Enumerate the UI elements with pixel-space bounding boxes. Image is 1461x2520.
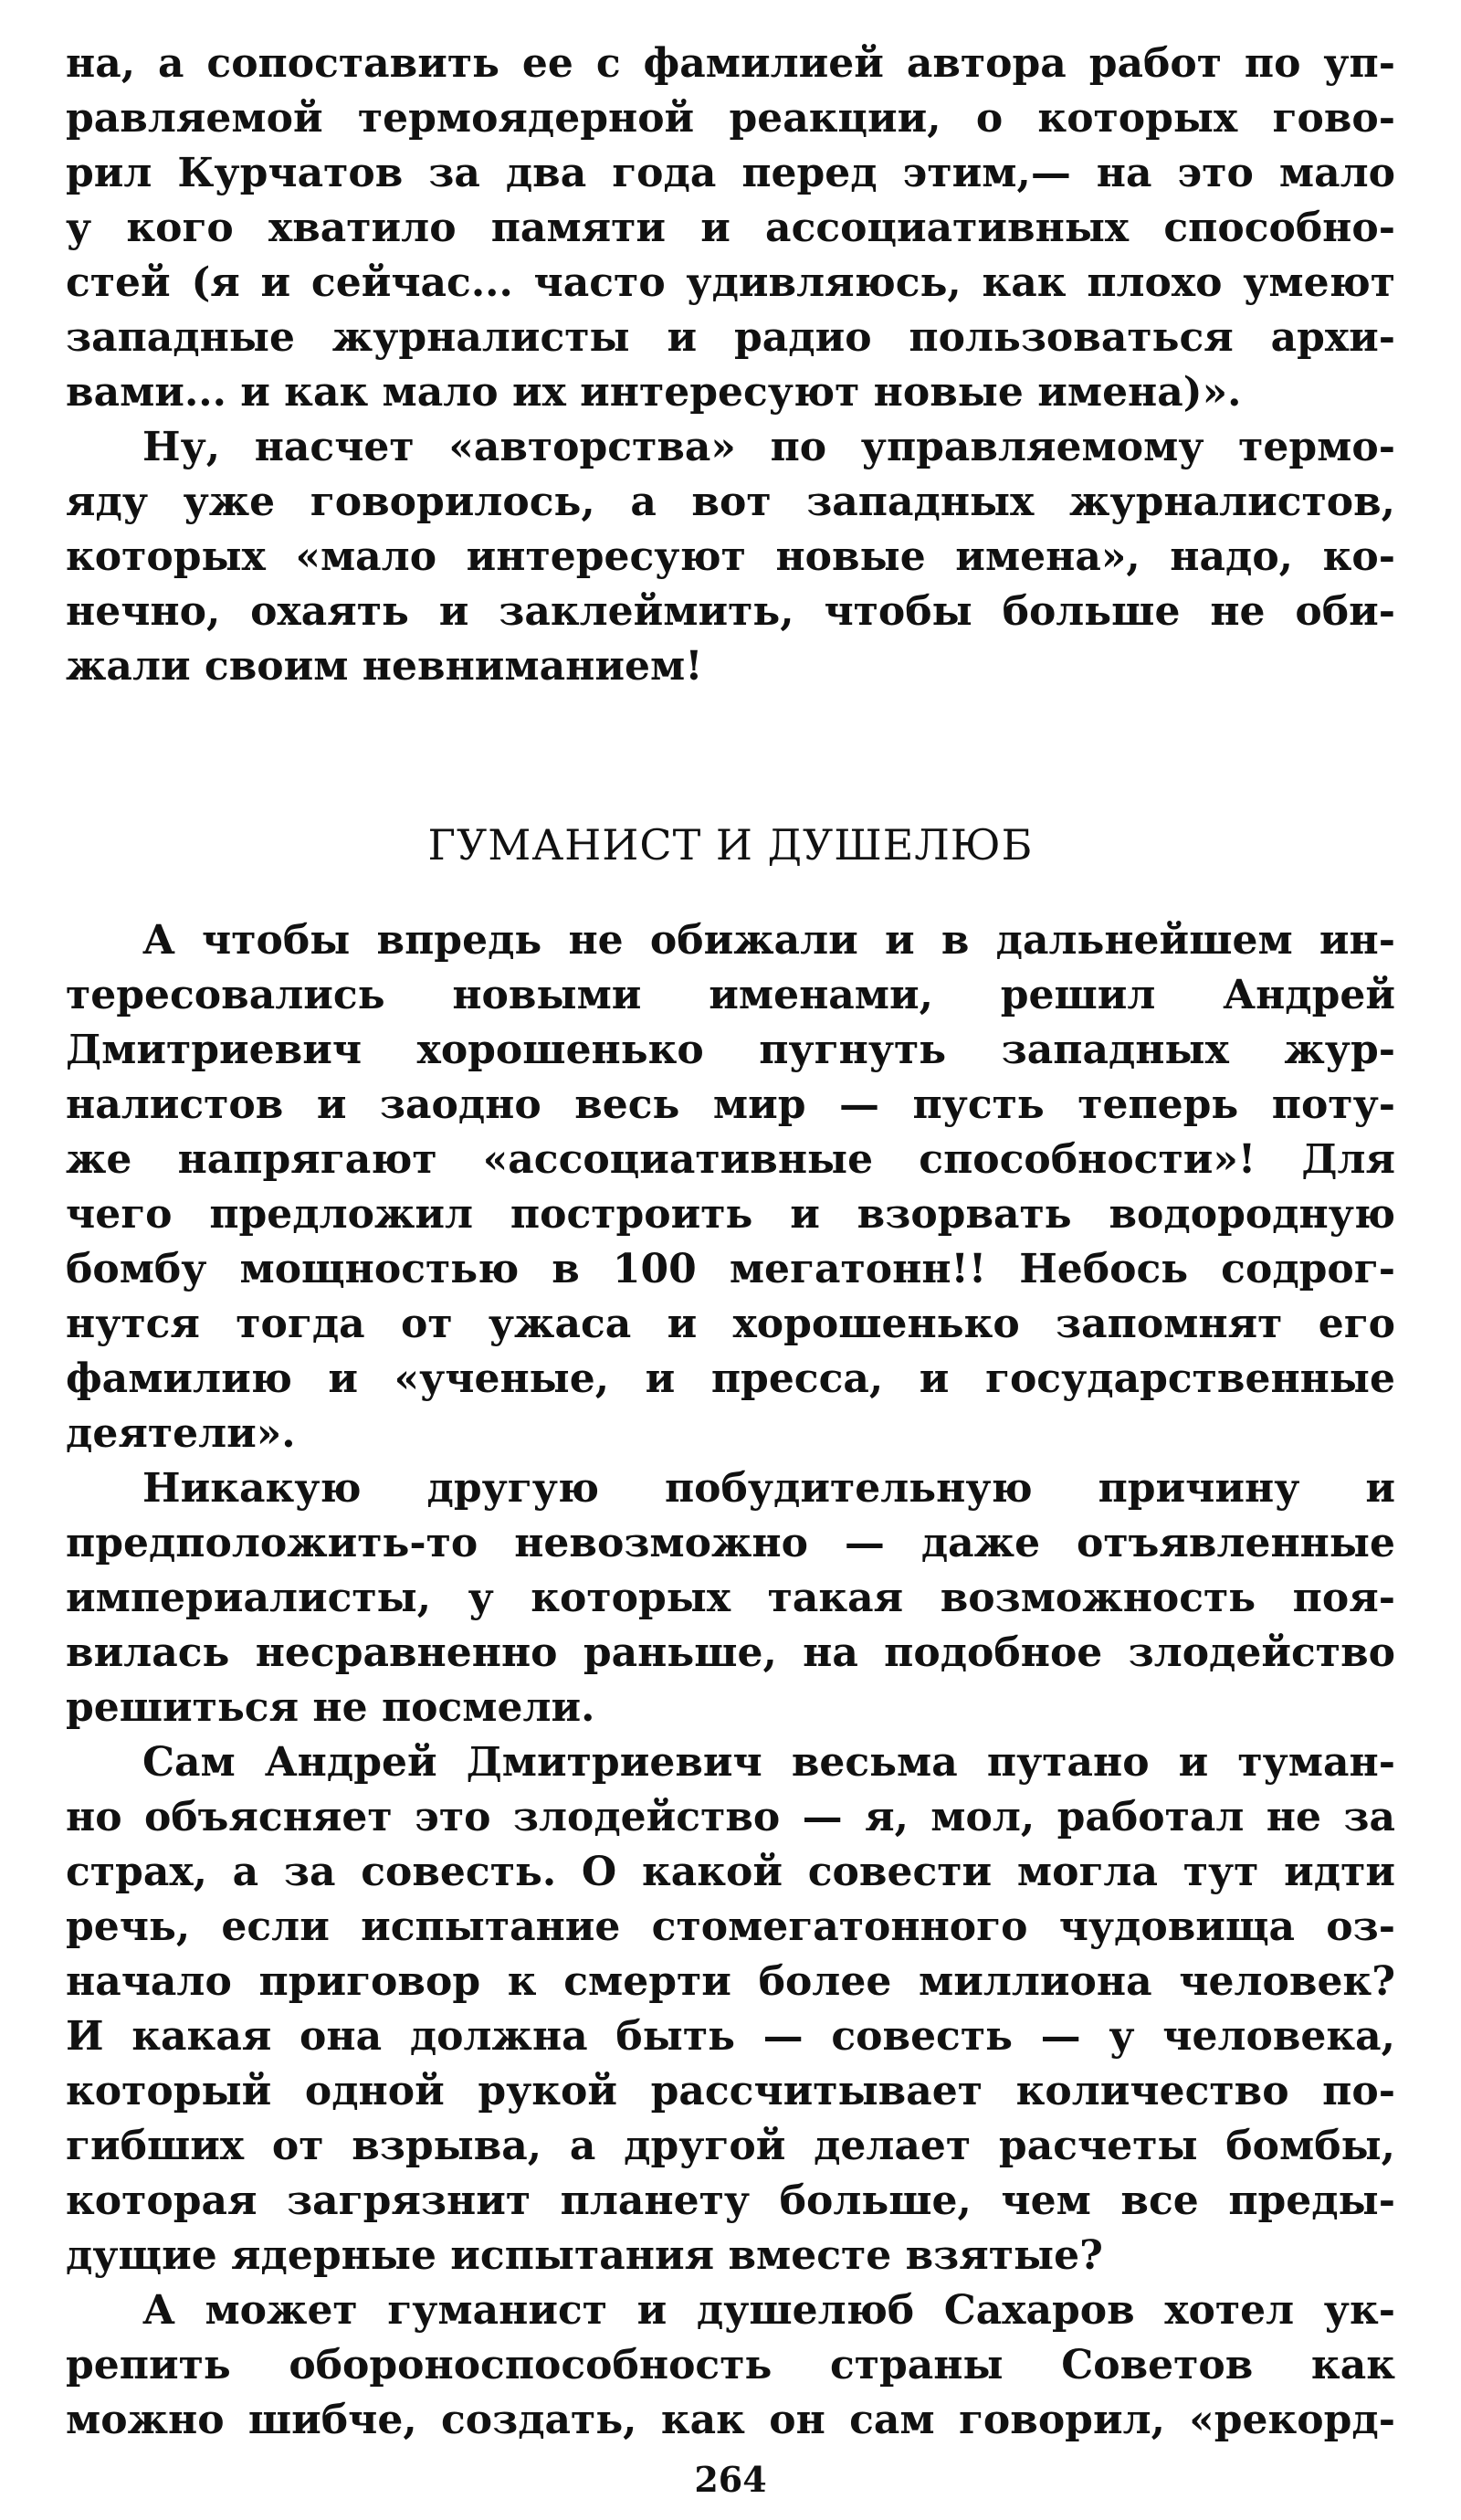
- text-line: решиться не посмели.: [66, 1684, 595, 1731]
- text-line: же напрягают «ассоциативные способности»! Для: [66, 1136, 1395, 1183]
- text-line: бомбу мощностью в 100 мегатонн!! Небось содрог-: [66, 1246, 1395, 1292]
- text-line: можно шибче, создать, как он сам говорил, «рекорд-: [66, 2397, 1395, 2443]
- text-line: налистов и заодно весь мир — пусть теперь поту-: [66, 1081, 1395, 1128]
- text-line: которых «мало интересуют новые имена», надо, ко-: [66, 533, 1395, 580]
- text-line: яду уже говорилось, а вот западных журналистов,: [66, 479, 1395, 525]
- text-line: на, а сопоставить ее с фамилией автора работ по уп-: [66, 40, 1395, 87]
- text-line: тересовались новыми именами, решил Андрей: [66, 972, 1395, 1018]
- text-line: равляемой термоядерной реакции, о которых гово-: [66, 95, 1395, 142]
- text-line: предположить-то невозможно — даже отъявленные: [66, 1520, 1395, 1566]
- text-line: чего предложил построить и взорвать водородную: [66, 1191, 1395, 1238]
- text-line: И какая она должна быть — совесть — у человека,: [66, 2013, 1395, 2060]
- text-line: который одной рукой рассчитывает количество по-: [66, 2068, 1395, 2114]
- text-line: фамилию и «ученые, и пресса, и государственные: [66, 1355, 1395, 1402]
- text-line: дущие ядерные испытания вместе взятые?: [66, 2232, 1103, 2279]
- text-line: западные журналисты и радио пользоваться архи-: [66, 314, 1395, 361]
- text-line: нечно, охаять и заклеймить, чтобы больше не оби-: [66, 588, 1395, 635]
- text-line: но объясняет это злодейство — я, мол, работал не за: [66, 1794, 1395, 1840]
- text-line: А чтобы впредь не обижали и в дальнейшем ин-: [142, 917, 1395, 964]
- text-line: нутся тогда от ужаса и хорошенько запомнят его: [66, 1301, 1395, 1347]
- text-line: начало приговор к смерти более миллиона человек?: [66, 1958, 1395, 2005]
- page-number: 264: [694, 2459, 767, 2500]
- text-line: Ну, насчет «авторства» по управляемому термо-: [142, 424, 1395, 470]
- text-line: стей (я и сейчас... часто удивляюсь, как плохо умеют: [66, 259, 1395, 306]
- text-line: вилась несравненно раньше, на подобное злодейство: [66, 1629, 1395, 1676]
- text-line: у кого хватило памяти и ассоциативных способно-: [66, 205, 1395, 251]
- book-page: [66, 37, 1395, 2503]
- text-line: рил Курчатов за два года перед этим,— на это мало: [66, 150, 1395, 196]
- text-line: жали своим невниманием!: [66, 643, 703, 690]
- text-line: репить обороноспособность страны Советов как: [66, 2342, 1395, 2388]
- text-line: деятели».: [66, 1410, 296, 1457]
- section-heading: ГУМАНИСТ И ДУШЕЛЮБ: [427, 820, 1034, 870]
- text-line: вами... и как мало их интересуют новые имена)».: [66, 369, 1242, 416]
- text-line: Дмитриевич хорошенько пугнуть западных жур-: [66, 1027, 1395, 1073]
- text-line: гибших от взрыва, а другой делает расчеты бомбы,: [66, 2123, 1395, 2169]
- text-line: Сам Андрей Дмитриевич весьма путано и туман-: [142, 1739, 1395, 1786]
- text-line: страх, а за совесть. О какой совести могла тут идти: [66, 1849, 1395, 1895]
- text-line: речь, если испытание стомегатонного чудовища оз-: [66, 1903, 1395, 1950]
- text-line: империалисты, у которых такая возможность поя-: [66, 1575, 1395, 1621]
- text-line: которая загрязнит планету больше, чем все преды-: [66, 2177, 1395, 2224]
- text-line: Никакую другую побудительную причину и: [142, 1465, 1395, 1512]
- text-line: А может гуманист и душелюб Сахаров хотел ук-: [142, 2287, 1395, 2334]
